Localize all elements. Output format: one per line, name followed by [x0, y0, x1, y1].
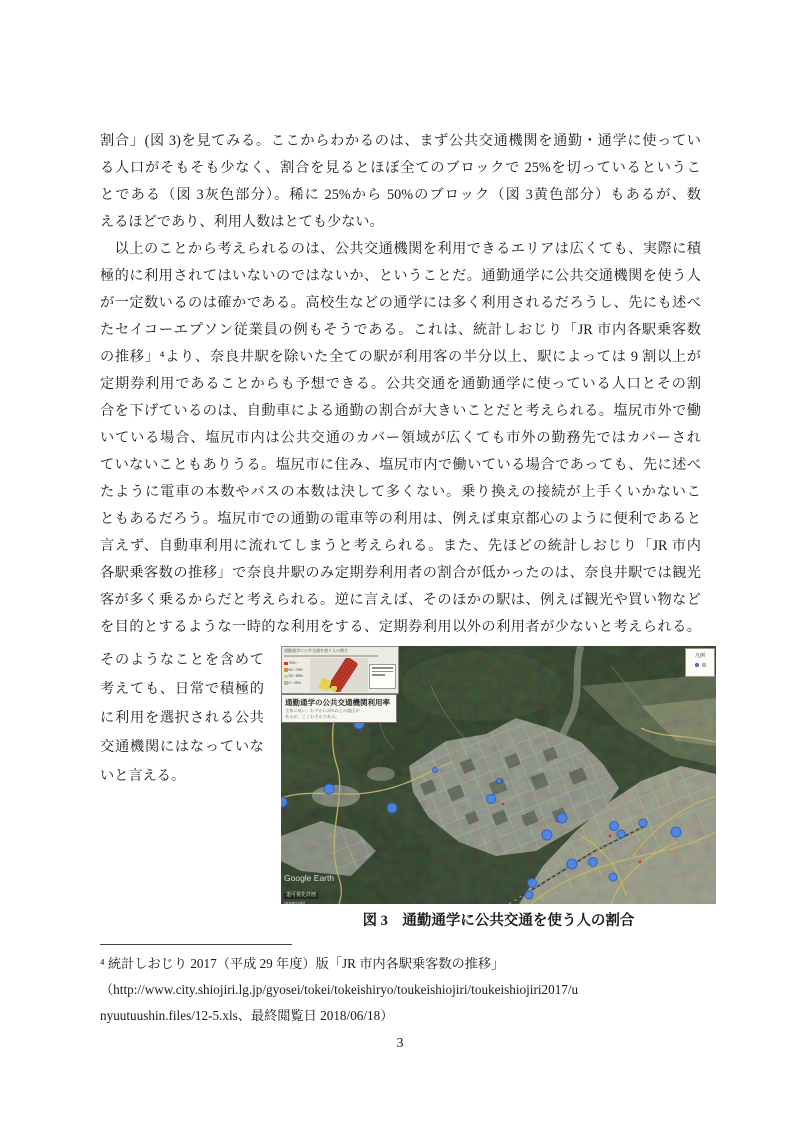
page-number: 3	[396, 1036, 404, 1051]
map-marker	[433, 768, 438, 773]
map-marker	[542, 830, 552, 840]
map-marker	[487, 795, 496, 804]
legend-label: 0～25%	[288, 680, 301, 685]
text-line: る人口がそもそも少なく、割合を見るとほぼ全てのブロックで 25%を切っているというこ	[100, 160, 701, 176]
map-title: 通勤通学の公共交通機関利用率	[285, 698, 390, 707]
inset-mini-map	[310, 658, 368, 692]
body-text	[100, 128, 701, 641]
map-marker	[528, 879, 537, 888]
map-marker	[281, 797, 287, 807]
legend-swatch-orange	[284, 668, 288, 672]
map-marker	[639, 819, 647, 827]
inset-chart	[284, 658, 396, 692]
map-red-dot	[502, 803, 504, 805]
inset-subtitle-bar	[284, 655, 378, 657]
text-line: 定期券利用であることからも予想できる。公共交通を通勤通学に使っている人口とその割	[100, 376, 701, 392]
map-inset-panel	[281, 646, 399, 694]
map-marker	[557, 813, 567, 823]
inset-label-box	[369, 664, 396, 689]
map-marker	[324, 784, 334, 794]
watermark-url: (shiojiri.city)	[284, 899, 306, 904]
figure-caption: 図 3 通勤通学に公共交通を使う人の割合	[362, 913, 635, 929]
legend-label: 75%～	[288, 661, 300, 665]
text-line: 考えても、日常で積極的	[100, 681, 264, 697]
figure-map-image	[281, 646, 716, 904]
inset-title: 通勤通学に公共交通を使う人の割合	[284, 648, 348, 653]
text-line: たように電車の本数やバスの本数は決して多くない。乗り換えの接続が上手くいかないこ	[100, 484, 701, 500]
footnote-line: （http://www.city.shiojiri.lg.jp/gyosei/tokei/tokeishiryo/toukeishiojiri/toukeishiojiri2017/u	[100, 982, 579, 997]
text-line: ともあるだろう。塩尻市での通勤の電車等の利用は、例えば東京都心のように便利であると	[100, 511, 701, 527]
text-line: 合を下げているのは、自動車による通勤の割合が大きいことだと考えられる。塩尻市外で働	[100, 403, 701, 419]
map-red-dot	[609, 835, 612, 838]
text-line: 割合」(図 3)を見てみる。ここからわかるのは、まず公共交通機関を通勤・通学に使ってい	[100, 133, 701, 149]
text-line: そのようなことを含めて	[100, 652, 264, 668]
map-red-dot	[639, 861, 642, 864]
marker-symbol-icon	[695, 663, 699, 667]
text-line: に利用を選択される公共	[100, 710, 264, 726]
legend-item	[284, 681, 303, 686]
google-earth-watermark: Google Earth	[284, 873, 335, 883]
map-legend-box	[685, 648, 715, 677]
legend-item	[284, 674, 303, 679]
text-line: たセイコーエプソン従業員の例もそうである。これは、統計しおじり「JR 市内各駅乗客数	[100, 322, 701, 338]
inset-legend	[284, 661, 303, 687]
map-marker	[609, 873, 617, 881]
footnote-line: ⁴ 統計しおじり 2017（平成 29 年度）版「JR 市内各駅乗客数の推移」	[100, 956, 505, 971]
text-line: えるほどであり、利用人数はとても少ない。	[100, 214, 384, 230]
text-line: とである（図 3灰色部分）。稀に 25%から 50%のブロック（図 3黄色部分）もあるが、数	[100, 187, 701, 203]
legend-label: 25～50%	[288, 674, 303, 678]
map-marker	[525, 891, 533, 899]
inset-yellow-region	[331, 686, 337, 691]
text-line: 以上のことから考えられるのは、公共交通機関を利用できるエリアは広くても、実際に積	[100, 241, 701, 257]
text-line: を目的とするような一時的な利用をする、定期券利用以外の利用者が少ないと考えられる。	[100, 619, 701, 635]
map-note-line: あるが、ごくわずかである。	[285, 713, 340, 719]
footnote-separator	[100, 944, 292, 945]
legend-label: 50～75%	[288, 667, 303, 672]
footnote-line: nyuutuushin.files/12-5.xls、最終閲覧日 2018/06/18）	[100, 1008, 394, 1023]
text-line: 言えず、自動車利用に流れてしまうと考えられる。また、先ほどの統計しおじり「JR 市内	[100, 538, 701, 554]
map-marker	[617, 830, 625, 838]
legend-box-title: 凡例	[694, 653, 705, 659]
text-line: の推移」⁴より、奈良井駅を除いた全ての駅が利用客の半分以上、駅によっては 9 割以上が	[100, 349, 701, 365]
map-marker	[610, 822, 619, 831]
footnote	[100, 951, 712, 1029]
text-line: ていないこともありうる。塩尻市に住み、塩尻市内で働いている場合であっても、先に述べ	[100, 457, 701, 473]
legend-item	[284, 668, 303, 673]
label-text-bar	[372, 667, 393, 669]
map-title-box	[281, 694, 397, 723]
project-badge: 道可視化計画	[286, 892, 317, 899]
text-line: 客が多く乗るからだと考えられる。逆に言えば、そのほかの駅は、例えば観光や買い物など	[100, 592, 701, 608]
map-marker	[387, 803, 397, 813]
text-line: 交通機関にはなっていな	[100, 739, 264, 755]
map-watermark	[284, 874, 334, 904]
text-line: 各駅乗客数の推移」で奈良井駅のみ定期券利用者の割合が低かったのは、奈良井駅では観光	[100, 565, 701, 581]
label-text-bar	[372, 671, 393, 673]
map-marker	[497, 779, 502, 784]
map-marker	[671, 827, 681, 837]
legend-item	[284, 661, 303, 666]
legend-swatch-red	[284, 662, 288, 666]
text-line: いている場合、塩尻市内は公共交通のカバー領域が広くても市外の勤務先ではカバーされ	[100, 430, 701, 446]
text-line: 極的に利用されてはいないのではないか、ということだ。通勤通学に公共交通機関を使う人	[100, 268, 701, 284]
label-text-bar	[372, 674, 385, 676]
map-marker	[567, 859, 577, 869]
block-symbol-icon	[702, 663, 706, 667]
legend-swatch-gray	[284, 681, 288, 685]
map-marker	[589, 858, 598, 867]
inset-yellow-region	[318, 678, 331, 692]
text-line: が一定数いるのは確かである。高校生などの通学には多く利用されるだろうし、先にも述べ	[100, 295, 701, 311]
legend-box-symbols	[686, 663, 714, 667]
text-line: いと言える。	[100, 768, 186, 784]
map-note-line: 全体に低い。わずかに25%以上の地区が	[285, 708, 360, 713]
legend-swatch-yellow	[284, 675, 288, 679]
wrapped-text-column	[100, 646, 264, 791]
